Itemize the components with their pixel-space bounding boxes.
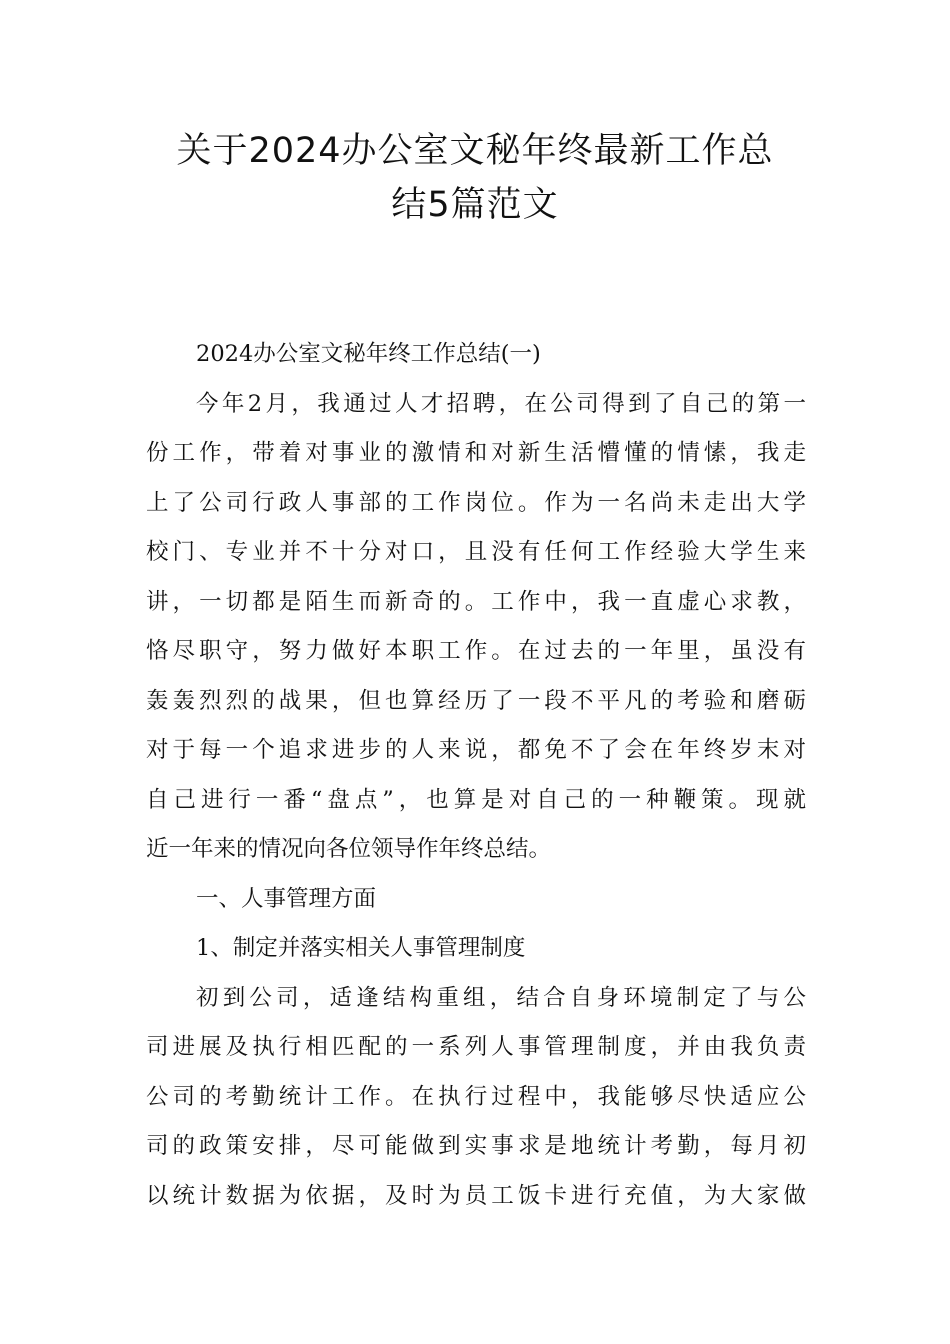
paragraph-2-line: 初到公司，适逢结构重组，结合自身环境制定了与公 bbox=[196, 984, 806, 1011]
paragraph-1-line: 上了公司行政人事部的工作岗位。作为一名尚未走出大学 bbox=[146, 489, 806, 516]
paragraph-1-line: 份工作，带着对事业的激情和对新生活懵懂的情愫，我走 bbox=[146, 440, 806, 466]
paragraph-1-line: 讲，一切都是陌生而新奇的。工作中，我一直虚心求教， bbox=[146, 588, 806, 615]
paragraph-2-line: 公司的考勤统计工作。在执行过程中，我能够尽快适应公 bbox=[146, 1083, 806, 1110]
paragraph-2 bbox=[146, 974, 806, 1222]
paragraph-1-line: 今年2月，我通过人才招聘，在公司得到了自己的第一 bbox=[196, 390, 806, 417]
paragraph-2-line: 司进展及执行相匹配的一系列人事管理制度，并由我负责 bbox=[146, 1034, 806, 1060]
paragraph-1-line: 自己进行一番“盘点”，也算是对自己的一种鞭策。现就 bbox=[146, 786, 806, 813]
paragraph-1-line: 对于每一个追求进步的人来说，都免不了会在年终岁末对 bbox=[146, 737, 806, 763]
title-line-2: 结5篇范文 bbox=[391, 185, 559, 225]
title-line-1: 关于2024办公室文秘年终最新工作总 bbox=[176, 131, 774, 171]
paragraph-2-line: 司的政策安排，尽可能做到实事求是地统计考勤，每月初 bbox=[146, 1133, 806, 1159]
section-heading: 2024办公室文秘年终工作总结(一) bbox=[196, 341, 541, 367]
paragraph-1-line: 轰轰烈烈的战果，但也算经历了一段不平凡的考验和磨砺 bbox=[146, 687, 806, 714]
paragraph-1-line: 恪尽职守，努力做好本职工作。在过去的一年里，虽没有 bbox=[146, 638, 806, 664]
paragraph-1-line: 校门、专业并不十分对口，且没有任何工作经验大学生来 bbox=[146, 539, 806, 565]
paragraph-2-line: 以统计数据为依据，及时为员工饭卡进行充值，为大家做 bbox=[146, 1182, 806, 1209]
paragraph-1 bbox=[146, 380, 806, 875]
subheading-personnel-management: 一、人事管理方面 bbox=[196, 885, 377, 912]
document-body bbox=[146, 330, 806, 1221]
document-title bbox=[120, 124, 830, 232]
paragraph-1-line: 近一年来的情况向各位领导作年终总结。 bbox=[146, 836, 552, 862]
subheading-personnel-rules: 1、制定并落实相关人事管理制度 bbox=[196, 935, 526, 961]
